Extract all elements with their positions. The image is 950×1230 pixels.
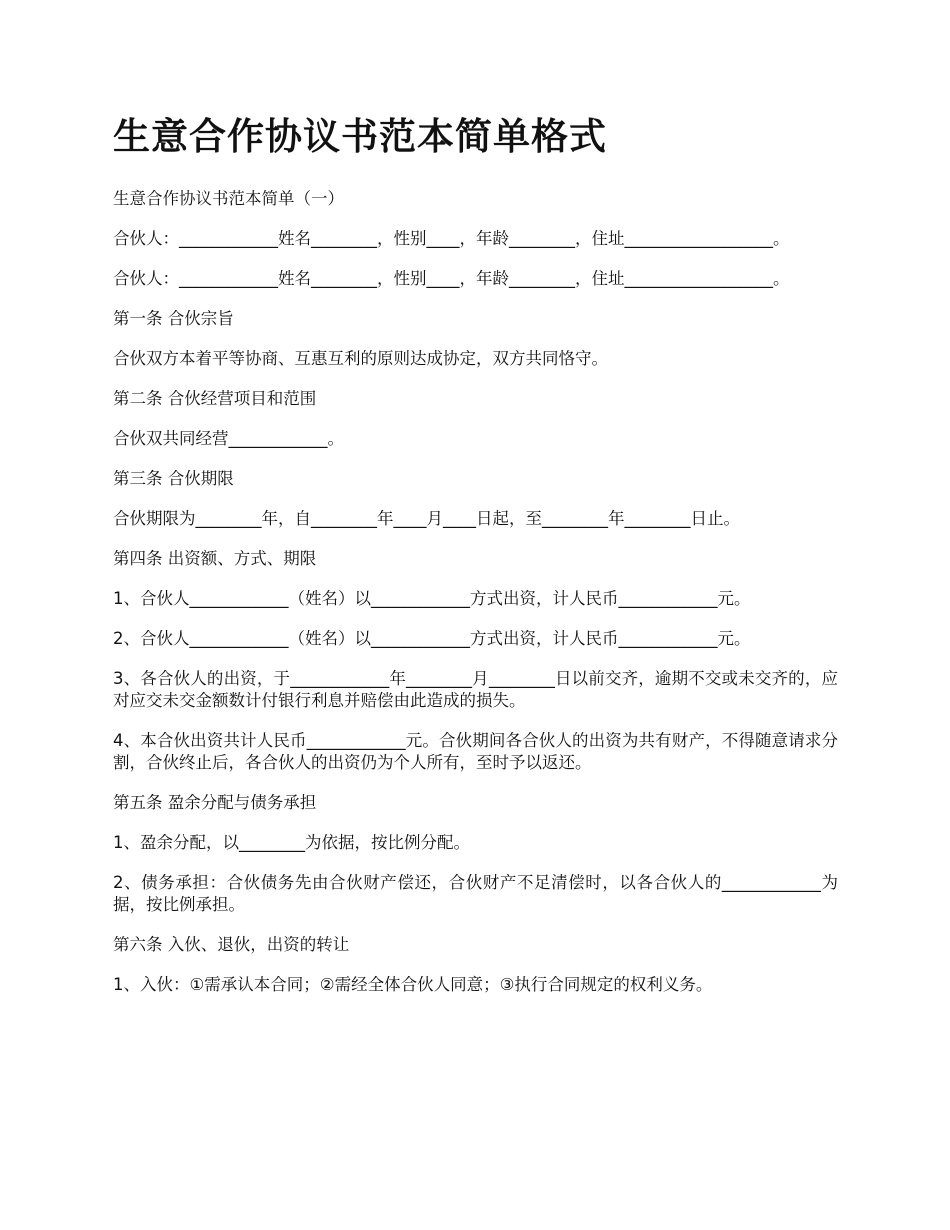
article-4-item-1: 1、合伙人____________（姓名）以____________方式出资，计人民币____________元。 bbox=[113, 589, 751, 608]
article-3-heading: 第三条 合伙期限 bbox=[113, 469, 234, 488]
article-6-heading: 第六条 入伙、退伙，出资的转让 bbox=[113, 935, 350, 954]
article-4-heading: 第四条 出资额、方式、期限 bbox=[113, 549, 317, 568]
subtitle: 生意合作协议书范本简单（一） bbox=[113, 189, 344, 208]
partner-line-1: 合伙人：____________姓名________，性别____，年龄________，住址__________________。 bbox=[113, 229, 790, 248]
article-2-body: 合伙双共同经营____________。 bbox=[113, 429, 344, 448]
article-4-item-2: 2、合伙人____________（姓名）以____________方式出资，计人民币____________元。 bbox=[113, 629, 751, 648]
partner-line-2: 合伙人：____________姓名________，性别____，年龄________，住址__________________。 bbox=[113, 269, 790, 288]
document-page bbox=[113, 112, 838, 1014]
article-3-body: 合伙期限为________年，自________年____月____日起，至________年________日止。 bbox=[113, 509, 740, 528]
article-1-body: 合伙双方本着平等协商、互惠互利的原则达成协定，双方共同恪守。 bbox=[113, 349, 608, 368]
article-5-item-1: 1、盈余分配，以________为依据，按比例分配。 bbox=[113, 833, 470, 852]
article-6-item-1: 1、入伙：①需承认本合同；②需经全体合伙人同意；③执行合同规定的权利义务。 bbox=[113, 975, 713, 994]
article-2-heading: 第二条 合伙经营项目和范围 bbox=[113, 389, 317, 408]
document-title: 生意合作协议书范本简单格式 bbox=[113, 115, 607, 158]
article-1-heading: 第一条 合伙宗旨 bbox=[113, 309, 234, 328]
article-5-item-2: 2、债务承担：合伙债务先由合伙财产偿还，合伙财产不足清偿时，以各合伙人的____________为据，按比例承担。 bbox=[113, 873, 838, 914]
article-4-item-3: 3、各合伙人的出资，于____________年________月________日以前交齐，逾期不交或未交齐的，应对应交未交金额数计付银行利息并赔偿由此造成的损失。 bbox=[113, 669, 838, 710]
article-5-heading: 第五条 盈余分配与债务承担 bbox=[113, 793, 317, 812]
article-4-item-4: 4、本合伙出资共计人民币____________元。合伙期间各合伙人的出资为共有财产，不得随意请求分割，合伙终止后，各合伙人的出资仍为个人所有，至时予以返还。 bbox=[113, 731, 838, 772]
